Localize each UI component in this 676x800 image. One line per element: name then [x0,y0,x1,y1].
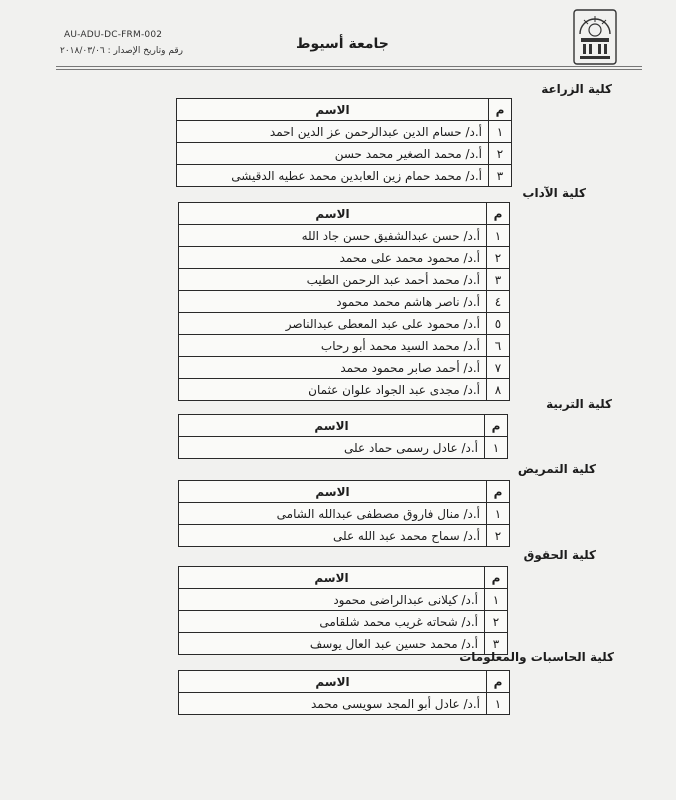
table-header-row [179,671,510,693]
member-name: أ.د/ مجدى عبد الجواد علوان عثمان [179,379,487,401]
table-row [179,437,508,459]
member-name: أ.د/ محمد أحمد عبد الرحمن الطيب [179,269,487,291]
table-row [179,379,510,401]
num-header: م [487,671,510,693]
num-header: م [487,481,510,503]
table-header-row [179,203,510,225]
row-number: ٥ [487,313,510,335]
table-row [179,357,510,379]
name-header: الاسم [179,671,487,693]
table-row [179,335,510,357]
table-row [177,165,512,187]
member-name: أ.د/ حسن عبدالشفيق حسن جاد الله [179,225,487,247]
member-name: أ.د/ محمد حمام زين العابدين محمد عطيه الدقيشى [177,165,489,187]
row-number: ٣ [485,633,508,655]
table-row [177,143,512,165]
university-name: جامعة أسيوط [296,36,389,52]
row-number: ١ [485,437,508,459]
num-header: م [485,415,508,437]
member-name: أ.د/ محمود محمد على محمد [179,247,487,269]
faculty-title: كلية الزراعة [541,82,612,96]
row-number: ٢ [489,143,512,165]
row-number: ٤ [487,291,510,313]
member-name: أ.د/ ناصر هاشم محمد محمود [179,291,487,313]
row-number: ١ [487,503,510,525]
faculty-title: كلية الحقوق [523,548,596,562]
member-name: أ.د/ محمد حسين عبد العال يوسف [179,633,485,655]
faculty-title: كلية الحاسبات والمعلومات [459,650,614,664]
header-divider-top [56,66,642,67]
faculty-title: كلية التمريض [517,462,596,476]
member-name: أ.د/ محمد الصغير محمد حسن [177,143,489,165]
member-name: أ.د/ سماح محمد عبد الله على [179,525,487,547]
num-header: م [489,99,512,121]
row-number: ١ [485,589,508,611]
table-row [179,589,508,611]
row-number: ٢ [485,611,508,633]
row-number: ٢ [487,525,510,547]
member-name: أ.د/ شحاته غريب محمد شلقامى [179,611,485,633]
document-code: AU-ADU-DC-FRM-002 [64,30,163,40]
table-row [179,291,510,313]
table-row [179,633,508,655]
member-name: أ.د/ محمود على عبد المعطى عبدالناصر [179,313,487,335]
table-row [179,247,510,269]
table-header-row [177,99,512,121]
num-header: م [487,203,510,225]
name-header: الاسم [179,203,487,225]
table-row [179,313,510,335]
member-name: أ.د/ كيلانى عبدالراضى محمود [179,589,485,611]
row-number: ٣ [487,269,510,291]
member-name: أ.د/ أحمد صابر محمود محمد [179,357,487,379]
issue-number-date: رقم وتاريخ الإصدار : ٢٠١٨/٠٣/٠٦ [60,46,183,56]
faculty-table [178,670,510,715]
member-name: أ.د/ منال فاروق مصطفى عبدالله الشامى [179,503,487,525]
table-row [179,693,510,715]
row-number: ٣ [489,165,512,187]
table-row [177,121,512,143]
row-number: ١ [487,693,510,715]
name-header: الاسم [179,567,485,589]
university-logo-icon [572,8,618,66]
row-number: ٢ [487,247,510,269]
faculty-table [178,414,508,459]
member-name: أ.د/ محمد السيد محمد أبو رحاب [179,335,487,357]
faculty-table [178,202,510,401]
table-header-row [179,415,508,437]
row-number: ٧ [487,357,510,379]
num-header: م [485,567,508,589]
member-name: أ.د/ عادل رسمى حماد على [179,437,485,459]
table-header-row [179,567,508,589]
table-row [179,525,510,547]
row-number: ٨ [487,379,510,401]
name-header: الاسم [179,481,487,503]
header-divider-bottom [56,69,642,70]
name-header: الاسم [177,99,489,121]
member-name: أ.د/ حسام الدين عبدالرحمن عز الدين احمد [177,121,489,143]
table-row [179,269,510,291]
row-number: ١ [487,225,510,247]
faculty-table [176,98,512,187]
name-header: الاسم [179,415,485,437]
member-name: أ.د/ عادل أبو المجد سويسى محمد [179,693,487,715]
table-header-row [179,481,510,503]
faculty-table [178,566,508,655]
row-number: ٦ [487,335,510,357]
row-number: ١ [489,121,512,143]
faculty-title: كلية الآداب [522,186,586,200]
table-row [179,503,510,525]
faculty-title: كلية التربية [546,397,612,411]
faculty-table [178,480,510,547]
table-row [179,611,508,633]
table-row [179,225,510,247]
